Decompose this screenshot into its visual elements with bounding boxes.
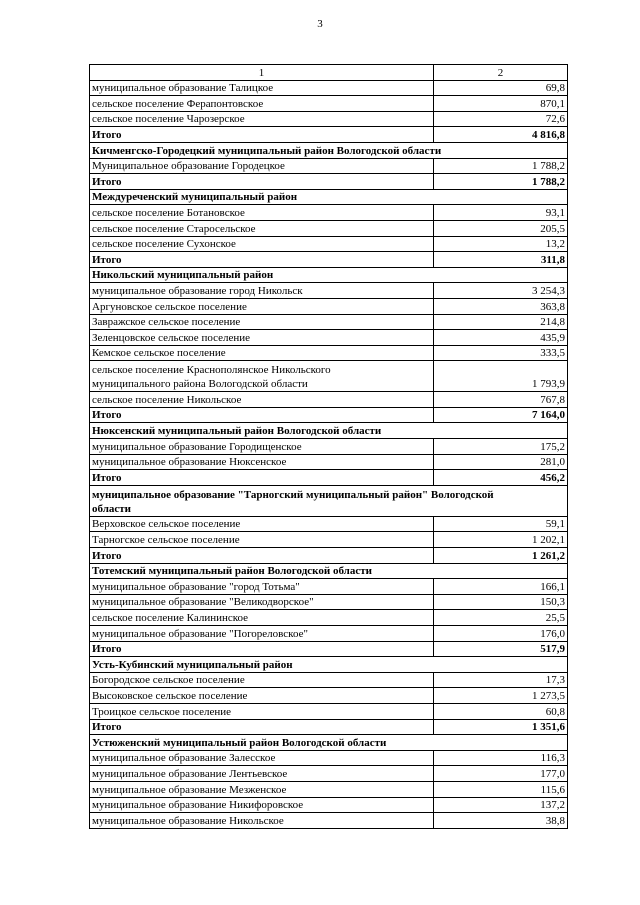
total-label: Итого <box>90 174 434 190</box>
municipality-name: Богородское сельское поселение <box>90 672 434 688</box>
municipality-name: муниципальное образование Городищенское <box>90 439 434 455</box>
total-value: 517,9 <box>434 641 568 657</box>
table-row <box>90 610 568 626</box>
amount-value: 1 793,9 <box>434 361 568 392</box>
municipality-name: муниципальное образование Залесское <box>90 750 434 766</box>
municipality-name-line-1: сельское поселение Краснополянское Никольского <box>92 364 331 377</box>
page-number: 3 <box>317 18 323 30</box>
table-row <box>90 766 568 782</box>
municipality-name: Троицкое сельское поселение <box>90 703 434 719</box>
section-title-line-2: области <box>92 502 132 515</box>
municipality-name: муниципальное образование Лентьевское <box>90 766 434 782</box>
amount-value: 1 273,5 <box>434 688 568 704</box>
table-row <box>90 579 568 595</box>
municipality-name: Тарногское сельское поселение <box>90 532 434 548</box>
header-col-2: 2 <box>434 65 568 81</box>
section-header-row <box>90 563 568 579</box>
total-row <box>90 252 568 268</box>
total-value: 456,2 <box>434 470 568 486</box>
total-label: Итого <box>90 407 434 423</box>
table-row <box>90 236 568 252</box>
amount-value: 333,5 <box>434 345 568 361</box>
amount-value: 177,0 <box>434 766 568 782</box>
section-header-row <box>90 267 568 283</box>
table-row <box>90 688 568 704</box>
table-row <box>90 80 568 96</box>
municipality-name: муниципальное образование Нюксенское <box>90 454 434 470</box>
table-row <box>90 813 568 829</box>
table-row <box>90 314 568 330</box>
section-header-row <box>90 657 568 673</box>
table-row <box>90 750 568 766</box>
total-label: Итого <box>90 548 434 564</box>
total-label: Итого <box>90 470 434 486</box>
allocation-table <box>89 64 568 829</box>
section-header-row <box>90 735 568 751</box>
table-row <box>90 345 568 361</box>
section-title: Тотемский муниципальный район Вологодской области <box>90 563 568 579</box>
municipality-name: сельское поселение Никольское <box>90 392 434 408</box>
amount-value: 767,8 <box>434 392 568 408</box>
total-row <box>90 127 568 143</box>
table-row <box>90 111 568 127</box>
table-row <box>90 439 568 455</box>
table-header-row <box>90 65 568 81</box>
total-value: 4 816,8 <box>434 127 568 143</box>
section-title: Кичменгско-Городецкий муниципальный район Вологодской области <box>90 142 568 158</box>
table-row <box>90 797 568 813</box>
amount-value: 281,0 <box>434 454 568 470</box>
amount-value: 205,5 <box>434 220 568 236</box>
total-label: Итого <box>90 127 434 143</box>
section-title: Усть-Кубинский муниципальный район <box>90 657 568 673</box>
municipality-name: сельское поселение Чарозерское <box>90 111 434 127</box>
municipality-name <box>90 361 434 392</box>
amount-value: 363,8 <box>434 298 568 314</box>
amount-value: 69,8 <box>434 80 568 96</box>
amount-value: 176,0 <box>434 626 568 642</box>
total-label: Итого <box>90 719 434 735</box>
amount-value: 214,8 <box>434 314 568 330</box>
section-title: Никольский муниципальный район <box>90 267 568 283</box>
amount-value: 166,1 <box>434 579 568 595</box>
table-row <box>90 626 568 642</box>
municipality-name: Аргуновское сельское поселение <box>90 298 434 314</box>
amount-value: 93,1 <box>434 205 568 221</box>
table-row <box>90 703 568 719</box>
municipality-name-line-2: муниципального района Вологодской области <box>92 378 308 391</box>
amount-value: 175,2 <box>434 439 568 455</box>
total-row <box>90 641 568 657</box>
amount-value: 17,3 <box>434 672 568 688</box>
amount-value: 72,6 <box>434 111 568 127</box>
amount-value: 115,6 <box>434 781 568 797</box>
amount-value: 3 254,3 <box>434 283 568 299</box>
municipality-name: Кемское сельское поселение <box>90 345 434 361</box>
municipality-name: муниципальное образование "Погореловское" <box>90 626 434 642</box>
table-row <box>90 283 568 299</box>
table-row <box>90 781 568 797</box>
amount-value: 435,9 <box>434 330 568 346</box>
total-row <box>90 407 568 423</box>
municipality-name: сельское поселение Старосельское <box>90 220 434 236</box>
municipality-name: Верховское сельское поселение <box>90 516 434 532</box>
amount-value: 59,1 <box>434 516 568 532</box>
amount-value: 1 202,1 <box>434 532 568 548</box>
municipality-name: муниципальное образование "Великодворское" <box>90 594 434 610</box>
municipality-name: муниципальное образование "город Тотьма" <box>90 579 434 595</box>
total-row <box>90 719 568 735</box>
section-title <box>90 485 568 516</box>
table-row <box>90 96 568 112</box>
municipality-name: сельское поселение Калининское <box>90 610 434 626</box>
total-value: 311,8 <box>434 252 568 268</box>
table-row <box>90 454 568 470</box>
table-row <box>90 392 568 408</box>
amount-value: 1 788,2 <box>434 158 568 174</box>
table-row <box>90 361 568 392</box>
section-header-row <box>90 485 568 516</box>
municipality-name: сельское поселение Ботановское <box>90 205 434 221</box>
total-row <box>90 174 568 190</box>
section-header-row <box>90 189 568 205</box>
amount-value: 150,3 <box>434 594 568 610</box>
municipality-name: сельское поселение Сухонское <box>90 236 434 252</box>
table-row <box>90 220 568 236</box>
total-value: 1 788,2 <box>434 174 568 190</box>
amount-value: 25,5 <box>434 610 568 626</box>
municipality-name: Муниципальное образование Городецкое <box>90 158 434 174</box>
table-row <box>90 298 568 314</box>
municipality-name: Завражское сельское поселение <box>90 314 434 330</box>
section-title: Устюженский муниципальный район Вологодской области <box>90 735 568 751</box>
total-label: Итого <box>90 252 434 268</box>
total-row <box>90 548 568 564</box>
table-row <box>90 672 568 688</box>
total-value: 7 164,0 <box>434 407 568 423</box>
amount-value: 38,8 <box>434 813 568 829</box>
amount-value: 137,2 <box>434 797 568 813</box>
total-value: 1 261,2 <box>434 548 568 564</box>
header-col-1: 1 <box>90 65 434 81</box>
amount-value: 116,3 <box>434 750 568 766</box>
table-row <box>90 205 568 221</box>
municipality-name: муниципальное образование город Никольск <box>90 283 434 299</box>
section-header-row <box>90 142 568 158</box>
table-row <box>90 516 568 532</box>
section-header-row <box>90 423 568 439</box>
section-title-line-1: муниципальное образование "Тарногский муниципальный район" Вологодской <box>92 488 494 501</box>
municipality-name: муниципальное образование Никольское <box>90 813 434 829</box>
amount-value: 60,8 <box>434 703 568 719</box>
section-title: Нюксенский муниципальный район Вологодской области <box>90 423 568 439</box>
table-row <box>90 158 568 174</box>
section-title: Междуреченский муниципальный район <box>90 189 568 205</box>
total-value: 1 351,6 <box>434 719 568 735</box>
municipality-name: Высоковское сельское поселение <box>90 688 434 704</box>
municipality-name: муниципальное образование Талицкое <box>90 80 434 96</box>
table-row <box>90 330 568 346</box>
amount-value: 13,2 <box>434 236 568 252</box>
table-row <box>90 532 568 548</box>
municipality-name: муниципальное образование Мезженское <box>90 781 434 797</box>
municipality-name: сельское поселение Ферапонтовское <box>90 96 434 112</box>
municipality-name: муниципальное образование Никифоровское <box>90 797 434 813</box>
table-row <box>90 594 568 610</box>
total-label: Итого <box>90 641 434 657</box>
municipality-name: Зеленцовское сельское поселение <box>90 330 434 346</box>
amount-value: 870,1 <box>434 96 568 112</box>
total-row <box>90 470 568 486</box>
